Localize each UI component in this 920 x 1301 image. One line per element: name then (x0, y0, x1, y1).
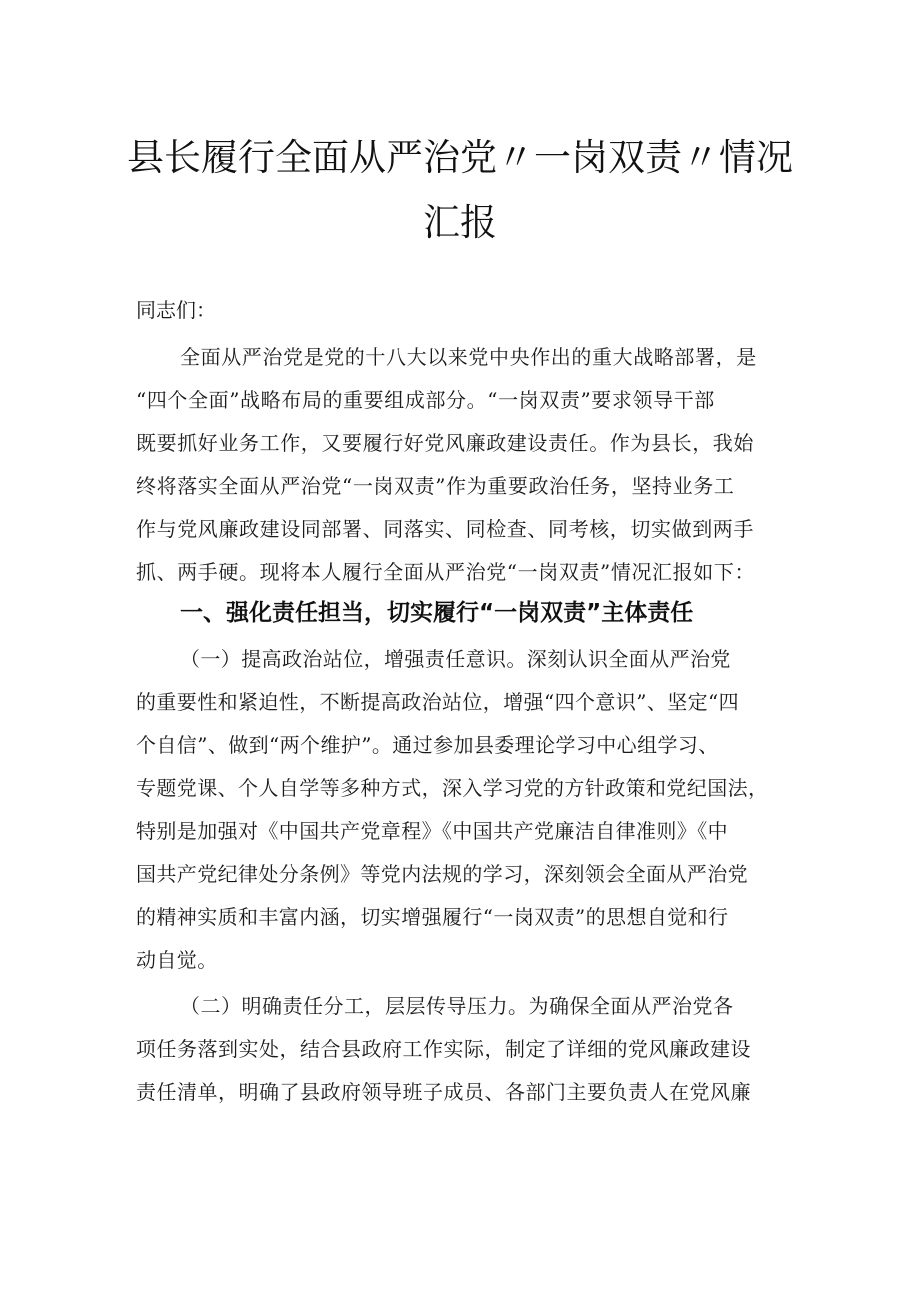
paragraph-section-1-item-1 (136, 638, 796, 982)
document-title-line-1: 县长履行全面从严治党〃一岗双责〃情况 (127, 136, 793, 179)
paragraph-line: “四个全面”战略布局的重要组成部分。“一岗双责”要求领导干部 (136, 388, 715, 412)
paragraph-line: （二）明确责任分工，层层传导压力。为确保全面从严治党各 (180, 994, 734, 1018)
paragraph-line: 作与党风廉政建设同部署、同落实、同检查、同考核，切实做到两手 (136, 517, 754, 541)
paragraph-line: 终将落实全面从严治党“一岗双责”作为重要政治任务，坚持业务工 (136, 474, 735, 498)
paragraph-section-1-item-2 (136, 985, 796, 1114)
paragraph-line: 的精神实质和丰富内涵，切实增强履行“一岗双责”的思想自觉和行 (136, 905, 729, 929)
section-heading-1: 一、强化责任担当，切实履行“一岗双责”主体责任 (180, 600, 694, 626)
document-title-line-2: 汇报 (423, 201, 497, 244)
paragraph-line: 既要抓好业务工作，又要履行好党风廉政建设责任。作为县长，我始 (136, 431, 754, 455)
paragraph-line: 特别是加强对《中国共产党章程》《中国共产党廉洁自律准则》《中 (136, 819, 728, 843)
paragraph-line: 全面从严治党是党的十八大以来党中央作出的重大战略部署，是 (180, 345, 757, 369)
paragraph-line: 抓、两手硬。现将本人履行全面从严治党“一岗双责”情况汇报如下： (136, 560, 756, 584)
paragraph-line: 项任务落到实处，结合县政府工作实际，制定了详细的党风廉政建设 (136, 1037, 751, 1061)
paragraph-line: 国共产党纪律处分条例》等党内法规的学习，深刻领会全面从严治党 (136, 862, 748, 886)
paragraph-line: 责任清单，明确了县政府领导班子成员、各部门主要负责人在党风廉 (136, 1080, 751, 1104)
paragraph-line: （一）提高政治站位，增强责任意识。深刻认识全面从严治党 (180, 647, 731, 671)
salutation: 同志们： (136, 298, 216, 322)
paragraph-line: 个自信”、做到“两个维护”。通过参加县委理论学习中心组学习、 (136, 733, 719, 757)
paragraph-line: 的重要性和紧迫性，不断提高政治站位，增强“四个意识”、坚定“四 (136, 690, 740, 714)
paragraph-line: 动自觉。 (136, 948, 218, 972)
paragraph-line: 专题党课、个人自学等多种方式，深入学习党的方针政策和党纪国法， (136, 776, 769, 800)
paragraph-introduction (136, 336, 796, 594)
